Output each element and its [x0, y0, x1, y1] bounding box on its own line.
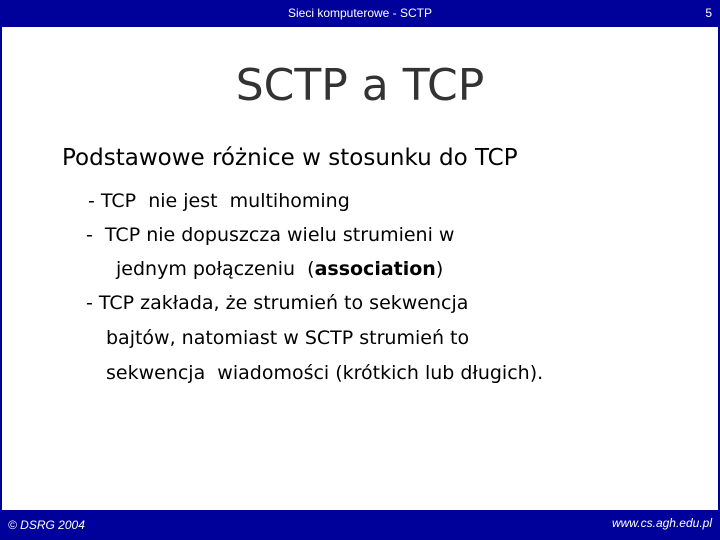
bullet-line-6: sekwencja wiadomości (krótkich lub długich).	[106, 362, 544, 384]
bullet-line-3	[116, 258, 443, 280]
bullet-line-2: - TCP nie dopuszcza wielu strumieni w	[86, 224, 455, 246]
bullet-line-4: - TCP zakłada, że strumień to sekwencja	[86, 292, 469, 314]
closing-paren: )	[435, 258, 444, 280]
bullet-line-5: bajtów, natomiast w SCTP strumień to	[106, 327, 470, 349]
footer-url: www.cs.agh.edu.pl	[611, 516, 712, 530]
header-title: Sieci komputerowe - SCTP	[287, 6, 433, 20]
bullet-line-3-text: jednym połączeniu (	[116, 258, 315, 280]
slide-subtitle: Podstawowe różnice w stosunku do TCP	[62, 145, 518, 171]
bold-term-association: association	[314, 258, 436, 280]
footer-copyright: © DSRG 2004	[8, 518, 85, 532]
slide-title: SCTP a TCP	[235, 60, 485, 111]
page-number: 5	[705, 6, 712, 20]
footer-bar	[0, 510, 720, 540]
bullet-line-1: - TCP nie jest multihoming	[88, 190, 350, 212]
header-bar	[0, 0, 720, 27]
